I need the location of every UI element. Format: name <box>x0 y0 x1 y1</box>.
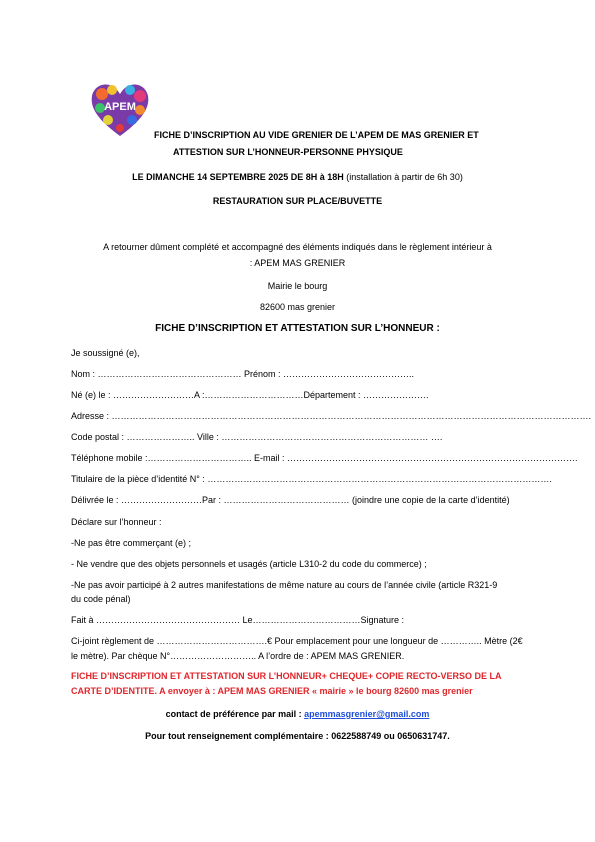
declaration-item-1: -Ne pas être commerçant (e) ; <box>71 538 192 548</box>
event-date-bold: LE DIMANCHE 14 SEPTEMBRE 2025 DE 8H à 18H <box>132 172 344 182</box>
intro-line-1: A retourner dûment complété et accompagné des éléments indiqués dans le règlement intérieur à <box>103 242 492 252</box>
title-line-1: FICHE D’INSCRIPTION AU VIDE GRENIER DE L’APEM DE MAS GRENIER ET <box>154 130 479 140</box>
address-line-2: 82600 mas grenier <box>259 302 336 312</box>
reglement-line-1: Ci-joint règlement de ……………………………….€ Pour emplacement pour une longueur de ………….. Mètre (2€ <box>71 636 523 646</box>
declaration-item-2: - Ne vendre que des objets personnels et usagés (article L310-2 du code du commerce) ; <box>71 559 427 569</box>
fait-signature-line: Fait à ………………………………………… Le………………………………Signature : <box>71 615 405 625</box>
contact-email-link[interactable]: apemmasgrenier@gmail.com <box>304 709 430 719</box>
form-title: FICHE D’INSCRIPTION ET ATTESTATION SUR L’HONNEUR : <box>155 323 440 334</box>
apem-logo <box>88 80 152 138</box>
piece-identite-field: Titulaire de la pièce d’identité N° : ……………………………………………………………………………………………………. <box>71 474 552 484</box>
reglement-line-2: le mètre). Par chèque N°……………………….. A l’ordre de : APEM MAS GRENIER. <box>71 651 405 661</box>
address-line-1: Mairie le bourg <box>267 281 328 291</box>
telephone-email-field: Téléphone mobile :…………………………….. E-mail : ……………………………………………………………………………………. <box>71 453 578 463</box>
contact-line <box>0 709 595 719</box>
adresse-field: Adresse : ……………………………………………………………………………………………………………………………………………. <box>71 411 592 421</box>
event-date-rest: (installation à partir de 6h 30) <box>343 172 463 182</box>
declaration-heading: Déclare sur l’honneur : <box>71 517 162 527</box>
code-postal-ville-field: Code postal : ………………….. Ville : …………………………………………………………… …. <box>71 432 443 442</box>
declaration-item-3-line-1: -Ne pas avoir participé à 2 autres manifestations de même nature au cours de l’année civile (article R321-9 <box>71 580 498 590</box>
title-line-2: ATTESTION SUR L’HONNEUR-PERSONNE PHYSIQUE <box>173 147 403 157</box>
intro-line-2: : APEM MAS GRENIER <box>249 258 346 268</box>
info-phone-line: Pour tout renseignement complémentaire : 0622588749 ou 0650631747. <box>145 731 450 741</box>
logo-text: APEM <box>104 101 136 113</box>
soussigne-field: Je soussigné (e), <box>71 348 140 358</box>
notice-line-2: CARTE D’IDENTITE. A envoyer à : APEM MAS GRENIER « mairie » le bourg 82600 mas grenier <box>71 686 473 696</box>
declaration-item-3-line-2: du code pénal) <box>71 594 131 604</box>
notice-line-1: FICHE D’INSCRIPTION ET ATTESTATION SUR L’HONNEUR+ CHEQUE+ COPIE RECTO-VERSO DE LA <box>71 671 502 681</box>
nom-prenom-field: Nom : ………………………………………… Prénom : …………………………………….. <box>71 369 415 379</box>
event-date <box>0 172 595 182</box>
contact-label: contact de préférence par mail : <box>165 709 305 719</box>
delivree-field: Délivrée le : ………………………Par : …………………………………… (joindre une copie de la carte d’identité) <box>71 495 510 505</box>
naissance-field: Né (e) le : ………………………A :……………………………Département : …………………. <box>71 390 429 400</box>
restauration-line: RESTAURATION SUR PLACE/BUVETTE <box>212 196 383 206</box>
